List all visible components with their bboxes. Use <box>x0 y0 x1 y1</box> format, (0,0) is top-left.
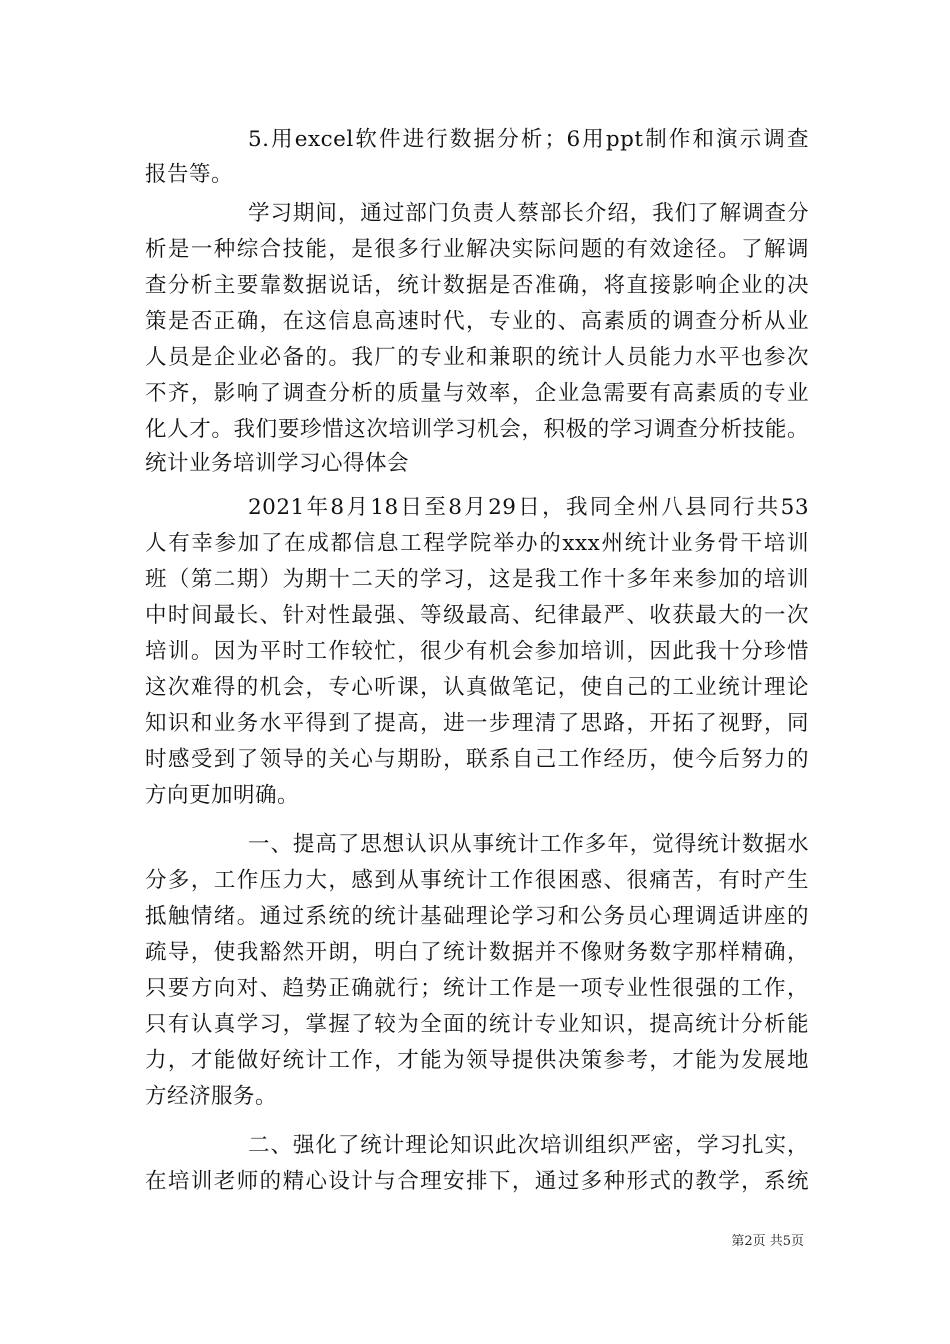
text-line: 析是一种综合技能，是很多行业解决实际问题的有效途径。了解调 <box>145 237 809 262</box>
text-line: 这次难得的机会，专心听课，认真做笔记，使自己的工业统计理论 <box>145 675 809 700</box>
text-line: 方经济服务。 <box>145 1084 278 1109</box>
text-line: 培训。因为平时工作较忙，很少有机会参加培训，因此我十分珍惜 <box>145 639 809 664</box>
text-line: 只有认真学习，掌握了较为全面的统计专业知识，提高统计分析能 <box>145 1012 809 1037</box>
text-line: 统计业务培训学习心得体会 <box>145 451 410 476</box>
text-line: 疏导，使我豁然开朗，明白了统计数据并不像财务数字那样精确， <box>145 940 809 965</box>
text-line: 班（第二期）为期十二天的学习，这是我工作十多年来参加的培训 <box>145 567 809 592</box>
text-line: 中时间最长、针对性最强、等级最高、纪律最严、收获最大的一次 <box>145 603 809 628</box>
text-line: 报告等。 <box>145 162 234 187</box>
text-line: 化人才。我们要珍惜这次培训学习机会，积极的学习调查分析技能。 <box>145 417 809 442</box>
text-line: 抵触情绪。通过系统的统计基础理论学习和公务员心理调适讲座的 <box>145 904 809 929</box>
text-line: 2021年8月18日至8月29日，我同全州八县同行共53 <box>248 495 809 520</box>
text-line: 策是否正确，在这信息高速时代，专业的、高素质的调查分析从业 <box>145 309 809 334</box>
text-line: 力，才能做好统计工作，才能为领导提供决策参考，才能为发展地 <box>145 1048 809 1073</box>
text-line: 人有幸参加了在成都信息工程学院举办的xxx州统计业务骨干培训 <box>145 531 809 556</box>
text-line: 二、强化了统计理论知识此次培训组织严密，学习扎实， <box>248 1133 809 1158</box>
text-line: 只要方向对、趋势正确就行；统计工作是一项专业性很强的工作， <box>145 976 809 1001</box>
text-line: 5.用excel软件进行数据分析；6用ppt制作和演示调查 <box>248 127 809 152</box>
text-line: 时感受到了领导的关心与期盼，联系自己工作经历，使今后努力的 <box>145 747 809 772</box>
page-number: 第2页 共5页 <box>731 1234 804 1249</box>
text-line: 一、提高了思想认识从事统计工作多年，觉得统计数据水 <box>248 832 809 857</box>
text-line: 方向更加明确。 <box>145 783 300 808</box>
text-line: 学习期间，通过部门负责人蔡部长介绍，我们了解调查分 <box>248 201 809 226</box>
text-line: 人员是企业必备的。我厂的专业和兼职的统计人员能力水平也参次 <box>145 345 809 370</box>
text-line: 不齐，影响了调查分析的质量与效率，企业急需要有高素质的专业 <box>145 381 809 406</box>
text-line: 在培训老师的精心设计与合理安排下，通过多种形式的教学，系统 <box>145 1169 809 1194</box>
text-line: 分多，工作压力大，感到从事统计工作很困惑、很痛苦，有时产生 <box>145 868 809 893</box>
text-line: 查分析主要靠数据说话，统计数据是否准确，将直接影响企业的决 <box>145 273 809 298</box>
text-line: 知识和业务水平得到了提高，进一步理清了思路，开拓了视野，同 <box>145 711 809 736</box>
